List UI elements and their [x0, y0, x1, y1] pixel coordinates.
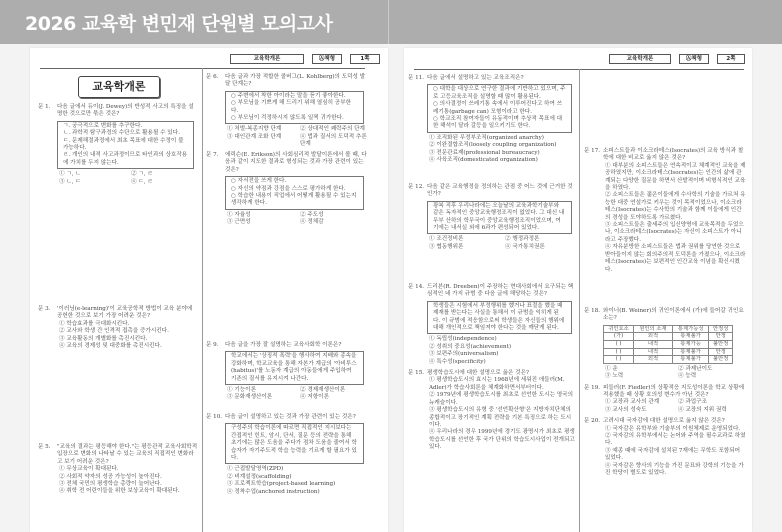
- table-header: 원인의 소재: [634, 325, 673, 333]
- passage-box: [427, 84, 572, 132]
- option-1[interactable]: ① 자율성: [227, 211, 251, 218]
- option-2[interactable]: ② 경제재생산이론: [300, 387, 346, 394]
- question-number: 문 12.: [408, 184, 425, 190]
- question-number: 문 14.: [408, 284, 425, 290]
- option-1[interactable]: ① 교장과 교사의 관계: [605, 399, 660, 406]
- question-20: [584, 418, 746, 477]
- table-cell: 외적: [634, 356, 673, 364]
- question-19: [584, 385, 746, 415]
- question-text: 다음 같은 교육행정을 정의하는 관점 중 어느 것에 근거한 것인가?: [427, 184, 573, 198]
- option-2[interactable]: ② 비계설정(scaffolding): [227, 473, 292, 480]
- passage-box: [225, 351, 364, 385]
- question-number: 문 1.: [38, 104, 51, 110]
- option-1[interactable]: ① 평생학습도시의 효시는 1968년에 세워진 애들러(M. Adler)가 학습사회론을 체계화하면서부터이다.: [429, 377, 565, 391]
- column-right: [206, 74, 368, 496]
- question-12: [408, 184, 576, 251]
- table-header: 통제가능성: [672, 325, 709, 333]
- option-4[interactable]: ④ 특수성(specificity): [429, 358, 486, 365]
- passage-line: ○ 대학을 대상으로 연구한 결과에 기반하고 있으며, 주로 고등교육조직을 설명할 때 많이 활용된다.: [433, 86, 566, 100]
- option-1[interactable]: ① 운: [605, 365, 618, 372]
- exam-page-1: [30, 48, 388, 532]
- question-11: [408, 75, 576, 164]
- option-3[interactable]: ③ 협동행위론: [429, 243, 464, 250]
- question-15: [408, 370, 576, 451]
- question-17: [584, 148, 746, 274]
- option-2[interactable]: ② 성취의 중요성(achievement): [429, 343, 512, 350]
- question-text: 소피스트들과 이소크라테스(Isocrates)의 교육 방식과 철학에 대한 비교로 옳지 않은 것은?: [603, 148, 744, 162]
- question-9: [206, 342, 368, 402]
- table-header: 안정성: [709, 325, 733, 333]
- option-2[interactable]: ② 교사와 학생 간 인격적 접촉을 증가시킨다.: [59, 328, 169, 335]
- question-10: [206, 414, 368, 496]
- passage-line: ○ 학습한 내용이 직업에서 어떻게 활용될 수 있는지 생각하게 한다.: [231, 193, 357, 207]
- passage-line: 학생들은 시험에서 부정행위를 했거나 표절을 했을 때 제재를 받는다는 사실을 통해서 이 규범을 익히게 된다. 이 규범에 적응함으로써 학생들은 자신들의 행위에 대해 개인적으로 책임져야 한다는 것을 깨닫게 된다.: [433, 302, 565, 332]
- option-3[interactable]: ③ 교사의 성숙도: [605, 406, 647, 413]
- passage-line: ○ 자서전을 쓰게 한다.: [231, 178, 287, 185]
- table-row: [604, 333, 733, 341]
- table-cell: ( ): [604, 341, 634, 349]
- passage-box: [57, 121, 194, 169]
- table-row: [604, 348, 733, 356]
- document-title: 2026 교육학 변민재 단원별 모의고사: [25, 13, 333, 35]
- question-5: [38, 444, 198, 496]
- option-4[interactable]: ④ 법과 질서의 도덕적 추론 단계: [300, 133, 367, 148]
- question-number: 문 6.: [206, 74, 219, 80]
- option-4[interactable]: ④ 능력: [678, 373, 697, 380]
- option-3[interactable]: ③ 전문관료제(professional bureaucracy): [429, 149, 540, 156]
- passage-line: ○ 학교조직 참여자들이 유동적이며 추상적 목표에 대한 해석이 달라 갈등을 일으키기도 한다.: [433, 116, 563, 130]
- option-2[interactable]: ② 국자감의 유학부에서는 논어와 주역을 필수교과로 하였다.: [605, 433, 746, 447]
- passage-line: ○ 부모님이 걱정하시지 않도록 일찍 귀가한다.: [231, 115, 344, 122]
- table-cell: (가): [604, 333, 634, 341]
- option-1[interactable]: ① 조직화된 무정부조직(organized anarchy): [429, 134, 544, 141]
- table-cell: 통제가능: [672, 341, 709, 349]
- question-1: [38, 104, 198, 186]
- option-4[interactable]: ④ 정착수업(anchored instruction): [227, 488, 320, 495]
- question-text: 에릭슨(E. Erikson)의 사회심리적 발달이론에서 볼 때, 다음과 같이 지도한 결과로 형성되는 것과 가장 관련이 있는 것은?: [225, 152, 367, 173]
- question-14: [408, 284, 576, 366]
- table-cell: ( ): [604, 348, 634, 356]
- question-number: 문 9.: [206, 342, 219, 348]
- question-3: [38, 306, 198, 350]
- question-number: 문 20.: [584, 418, 601, 425]
- option-3[interactable]: ③ 평생학습도시의 유형 중 '선언확산형'은 지방자치단체의 종합적이고 장기적인 계획 전략을 기본 특징으로 하는 도시이다.: [429, 407, 572, 428]
- question-text: 피들러(F. Fiedler)의 상황적응 지도성이론을 학교 상황에 적용했을 때 상황 호의성 변수가 아닌 것은?: [603, 384, 745, 398]
- page-header: [609, 54, 745, 64]
- option-2[interactable]: ② 1979년에 평생학습도시를 최초로 선언한 도시는 영국의 뉴캐슬이다.: [429, 392, 573, 406]
- passage-line: ㄷ. 문제해결과정에서 최초 목표에 대한 수정이 불가능하다.: [63, 137, 184, 152]
- table-cell: 안정: [709, 348, 733, 356]
- option-1[interactable]: ① 근접발달영역(ZPD): [227, 466, 284, 473]
- option-1[interactable]: ① 대부분의 소피스트들은 연속적이고 체계적인 교육을 제공하였지만, 이소크라테스(Isocrates)는 인간의 삶에 관계되는 다양한 질문을 하면서 산발적이며 비형식적인 교육을 하였다.: [605, 162, 746, 192]
- option-3[interactable]: ③ 소피스트들은 출세주의 입신양명에 교육목적을 두었으나, 이소크라테스(Isocrates)는 자신이 소피스트가 아니라고 주장했다.: [605, 222, 744, 243]
- option-4[interactable]: ④ 취학 전 어린이들을 위한 보상교육이 확대된다.: [59, 488, 180, 495]
- page-number-box: 2쪽: [717, 54, 745, 64]
- question-text: 다음 글이 설명하고 있는 것과 가장 관련이 있는 것은?: [225, 414, 356, 420]
- option-2[interactable]: ② 과제난이도: [678, 365, 713, 372]
- option-2[interactable]: ② 사회적 약자의 성공 가능성이 높아진다.: [59, 473, 162, 480]
- question-text: 드리븐(R. Dreeben)이 주장하는 현대사회에서 요구되는 핵심적인 네 가지 규범 중 다음 글에 해당하는 것은?: [427, 284, 574, 298]
- option-4[interactable]: ④ 국자감은 향사의 기능을 가진 문묘와 강학의 기능을 가진 학당이 별도로 있었다.: [605, 462, 744, 477]
- passage-line: ㄹ. 개인의 내적 사고과정이므로 타인과의 상호작용에 가치를 두지 않는다.: [63, 152, 188, 166]
- option-1[interactable]: ① 처벌-복종지향 단계: [227, 126, 282, 133]
- option-4[interactable]: ④ 사육조직(domesticated organization): [429, 157, 538, 164]
- question-6: [206, 74, 368, 149]
- table-cell: 안정: [709, 333, 733, 341]
- question-text: '이러닝(e-learning)'이 교육공학적 방법이 교육 분야에 공헌한 것으로 보기 가장 어려운 것은?: [57, 306, 193, 320]
- option-4[interactable]: ④ ㄷ, ㄹ: [131, 178, 153, 185]
- table-cell: ( ): [604, 356, 634, 364]
- option-1[interactable]: ① 학습효과를 극대화시킨다.: [59, 320, 130, 327]
- booklet-type-box: Ⓐ책형: [679, 54, 709, 64]
- option-2[interactable]: ② 상대적인 쾌락주의 단계: [300, 126, 365, 133]
- option-3[interactable]: ③ ㄴ, ㄷ: [59, 178, 81, 185]
- option-2[interactable]: ② 이완결합조직(loosely coupling organization): [429, 142, 557, 149]
- column-left: [408, 75, 576, 452]
- option-1[interactable]: ① 독립성(independence): [429, 336, 497, 343]
- passage-line: 구성주의 학습이론에 따르면 직접적인 지시보다는 간접적인 힌트, 암시, 단서, 질문 등의 전략을 통해 초기에는 많은 도움을 주다가 점차 도움을 줄여서 학습자가 자기주도적 학습 능력을 기르게 할 필요가 있다.: [231, 425, 357, 462]
- question-text: 다음 글에서 설명하고 있는 교육조직은?: [427, 75, 524, 81]
- table-cell: 불안정: [709, 341, 733, 349]
- option-1[interactable]: ① ㄱ, ㄴ: [59, 171, 81, 178]
- divider: [388, 0, 389, 44]
- passage-box: [225, 423, 364, 464]
- question-number: 문 3.: [38, 306, 51, 312]
- table-cell: 통제불가: [672, 356, 709, 364]
- option-4[interactable]: ④ 국가통치권론: [505, 243, 545, 250]
- option-3[interactable]: ③ 교육활동의 개별화를 촉진시킨다.: [59, 335, 148, 342]
- question-number: 문 17.: [584, 148, 601, 154]
- table-cell: 통제불가: [672, 333, 709, 341]
- passage-box: [225, 91, 364, 125]
- option-3[interactable]: ③ 보편주의(universalism): [429, 351, 499, 358]
- question-7: [206, 152, 368, 227]
- subject-box: 교육학개론: [609, 54, 671, 64]
- option-3[interactable]: ③ 프로젝트학습(project-based learning): [227, 481, 336, 488]
- page-number-box: 1쪽: [350, 54, 380, 64]
- question-number: 문 5.: [38, 444, 51, 450]
- option-2[interactable]: ② 주도성: [300, 211, 324, 218]
- option-1[interactable]: ① 국자감은 유학부와 기술부의 이원체제로 운영되었다.: [605, 425, 741, 432]
- passage-box: [427, 201, 572, 235]
- question-number: 문 11.: [408, 75, 425, 81]
- question-number: 문 7.: [206, 152, 219, 158]
- question-number: 문 10.: [206, 414, 223, 420]
- title-bar: [0, 0, 782, 44]
- option-3[interactable]: ③ 예종 때에 국자감에 설치된 7재에는 무학도 포함되어 있었다.: [605, 447, 741, 462]
- question-text: "교육의 결과는 평등해야 한다."는 평등관적 교육사회학적 입장으로 변화의 나타날 수 있는 교육의 직접적인 변화라고 보기 어려운 것은?: [57, 444, 198, 465]
- passage-line: ㄱ. 궁극적으로 변화를 추구한다.: [63, 122, 143, 129]
- passage-line: 학교에서는 '상징적 폭력'을 행사하여 지배와 종속을 강화하며, 학교교육을 통해 자본가 계급의 '아비투스(habitus)'를 노동자 계급의 아동들에게 주입하여 기존의 질서를 유지시켜 나간다.: [231, 353, 357, 382]
- passage-line: ○ 주변에서 착한 아이라는 말을 듣기 좋아한다.: [231, 92, 346, 99]
- passage-line: 광복 직후 우리나라에는 오늘날의 교육과학기술부와 같은 독자적인 중앙교육행정조직이 없었다. 그 대신 내무부 산하의 학무국이 중앙교육행정조직이었으며, 여기에는 내서실 외에 6과가 편성되어 있었다.: [433, 202, 565, 232]
- question-text: 고려시대 국자감에 대한 설명으로 옳지 않은 것은?: [603, 418, 725, 425]
- passage-line: ○ 의사결정이 쓰레기통 속에서 이루어진다고 하여 쓰레기통(garbage can) 모형이라고 한다.: [433, 101, 563, 115]
- option-3[interactable]: ③ 근면성: [227, 219, 251, 226]
- section-title: 교육학개론: [78, 76, 160, 98]
- question-number: 문 18.: [584, 308, 601, 314]
- column-left: [38, 104, 198, 496]
- column-divider: [579, 69, 580, 532]
- column-right: [584, 148, 746, 477]
- page-header: [230, 54, 380, 64]
- passage-box: [225, 176, 364, 210]
- table-row: [604, 341, 733, 349]
- passage-line: ○ 자신의 약점과 강점을 스스로 평가하게 한다.: [231, 185, 346, 192]
- option-2[interactable]: ② 소피스트들은 젊은이들에게 수사학의 기술을 가르쳐 유능한 대중 연설가로 키우는 것이 목적이었으나, 이소크라테스(Isocrates)는 수사학의 기술과 함께 이들에게 인간의 경성을 도야하도록 가르쳤다.: [605, 192, 746, 221]
- question-number: 문 15.: [408, 370, 425, 377]
- question-text: 평생학습도시에 대한 설명으로 옳은 것은?: [427, 370, 529, 377]
- option-4[interactable]: ④ 정체감: [300, 219, 324, 226]
- option-3[interactable]: ③ 전체 국민의 평생학습 총량이 늘어난다.: [59, 481, 162, 488]
- question-text: 와이너(B. Weiner)의 귀인이론에서 (가)에 들어갈 귀인요소는?: [603, 308, 744, 322]
- passage-box: [427, 301, 572, 335]
- option-2[interactable]: ② 과업구조: [678, 399, 707, 406]
- question-18: [584, 308, 746, 381]
- option-1[interactable]: ① 기능이론: [227, 387, 256, 394]
- option-4[interactable]: ④ 우리나라의 경우 1999년에 경기도 광명시가 최초로 평생학습도시를 선언한 후 국가 단위의 학습도시사업이 전개되고 있다.: [429, 429, 575, 451]
- option-1[interactable]: ① 무상교육이 확대된다.: [59, 466, 119, 473]
- question-text: 다음 글을 가장 잘 설명하는 교육사회학 이론은?: [225, 342, 342, 348]
- option-4[interactable]: ④ 교장의 지위 권력: [678, 406, 727, 413]
- subject-box: 교육학개론: [230, 54, 304, 64]
- table-cell: 불안정: [709, 356, 733, 364]
- table-cell: 외적: [634, 333, 673, 341]
- option-3[interactable]: ③ 대인관계 조화 단계: [227, 133, 282, 140]
- option-4[interactable]: ④ 저항이론: [300, 394, 329, 401]
- question-text: 다음 글에서 듀이(J. Dewey)의 반성적 사고의 특징을 설명한 것으로만 묶은 것은?: [57, 104, 194, 118]
- exam-page-2: [404, 48, 752, 532]
- option-4[interactable]: ④ 자유분방한 소피스트들은 법과 권위를 당연한 것으로 받아들이지 않는 회의주의적 도덕론을 가졌으나, 이소크라테스(Isocrates)는 보편적인 인간교육 이념을 확신시켰다.: [605, 244, 746, 273]
- table-cell: 내적: [634, 348, 673, 356]
- table-cell: 통제불가: [672, 348, 709, 356]
- passage-line: ㄴ. 과학적 탐구과정의 수단으로 활용될 수 있다.: [63, 130, 180, 137]
- option-3[interactable]: ③ 노력: [605, 373, 624, 380]
- booklet-type-box: Ⓐ책형: [312, 54, 342, 64]
- option-4[interactable]: ④ 교육의 경제성 및 대중화를 촉진시킨다.: [59, 343, 162, 350]
- attribution-table: [603, 325, 733, 364]
- table-header: 귀인요소: [604, 325, 634, 333]
- column-divider: [202, 68, 203, 532]
- question-number: 문 19.: [584, 384, 601, 391]
- table-row: [604, 356, 733, 364]
- option-2[interactable]: ② 행정과정론: [505, 236, 540, 243]
- question-text: 다음 글과 가장 적합한 콜버그(L. Kohlberg)의 도덕성 발달 단계는?: [225, 74, 366, 88]
- option-1[interactable]: ① 조건정비론: [429, 236, 464, 243]
- option-3[interactable]: ③ 문화재생산이론: [227, 394, 273, 401]
- table-cell: 내적: [634, 341, 673, 349]
- passage-line: ○ 부모님을 기쁘게 해 드리기 위해 열심히 공부한다.: [231, 100, 351, 114]
- option-2[interactable]: ② ㄱ, ㄹ: [131, 171, 153, 178]
